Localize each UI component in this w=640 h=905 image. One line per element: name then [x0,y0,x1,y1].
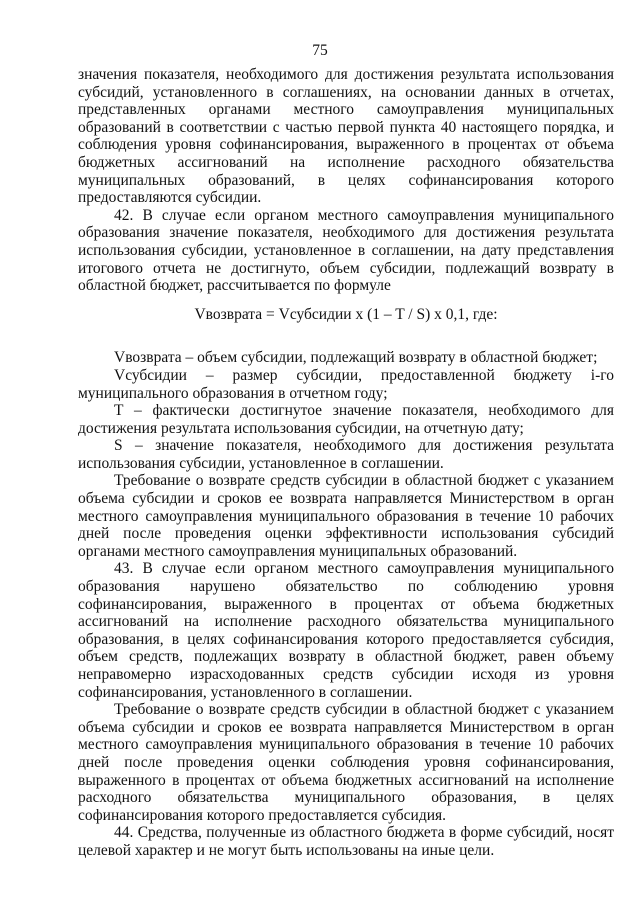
paragraph-item-44: 44. Средства, полученные из областного бюджета в форме субсидий, носят целевой характер и не могут быть использованы на иные цели. [78,824,614,859]
document-body [78,66,614,860]
page-number: 75 [312,42,328,59]
paragraph-continuation: значения показателя, необходимого для достижения результата использования субсидий, установленного в соглашениях, на основании данных в отчетах, представленных органами местного самоуправления муниципальных образований в соответствии с частью первой пункта 40 настоящего порядка, и соблюдения уровня софинансирования, выраженного в процентах от объема бюджетных ассигнований на исполнение расходного обязательства муниципальных образований, в целях софинансирования которого предоставляются субсидии. [78,66,614,207]
paragraph-return-requirement-2: Требование о возврате средств субсидии в областной бюджет с указанием объема субсидии и сроков ее возврата направляется Министерством в орган местного самоуправления муниципального образования в течение 10 рабочих дней после проведения оценки соблюдения уровня софинансирования, выраженного в процентах от объема бюджетных ассигнований на исполнение расходного обязательства муниципального образования, в целях софинансирования которого предоставляется субсидия. [78,701,614,824]
definition-t: T – фактически достигнутое значение показателя, необходимого для достижения результата использования субсидии, на отчетную дату; [78,402,614,437]
definition-s: S – значение показателя, необходимого для достижения результата использования субсидии, установленное в соглашении. [78,437,614,472]
definition-v-return: Vвозврата – объем субсидии, подлежащий возврату в областной бюджет; [114,349,598,367]
paragraph-return-requirement-1: Требование о возврате средств субсидии в областной бюджет с указанием объема субсидии и сроков ее возврата направляется Министерством в орган местного самоуправления муниципального образования в течение 10 рабочих дней после проведения оценки эффективности использования субсидий органами местного самоуправления муниципальных образований. [78,472,614,560]
definition-v-subsidy: Vсубсидии – размер субсидии, предоставленной бюджету i-го муниципального образования в отчетном году; [78,366,614,402]
paragraph-item-43: 43. В случае если органом местного самоуправления муниципального образования нарушено обязательство по соблюдению уровня софинансирования, выраженного в процентах от объема бюджетных ассигнований на исполнение расходного обязательства муниципального образования, в целях софинансирования которого предоставляется субсидия, объем средств, подлежащих возврату в областной бюджет, равен объему неправомерно израсходованных средств субсидии исходя из уровня софинансирования, установленного в соглашении. [78,560,614,701]
formula: Vвозврата = Vсубсидии x (1 – T / S) x 0,1, где: [194,305,498,323]
paragraph-item-42: 42. В случае если органом местного самоуправления муниципального образования значение показателя, необходимого для достижения результата использования субсидии, установленное в соглашении, на дату представления итогового отчета не достигнуто, объем субсидии, подлежащий возврату в областной бюджет, рассчитывается по формуле [78,206,614,295]
